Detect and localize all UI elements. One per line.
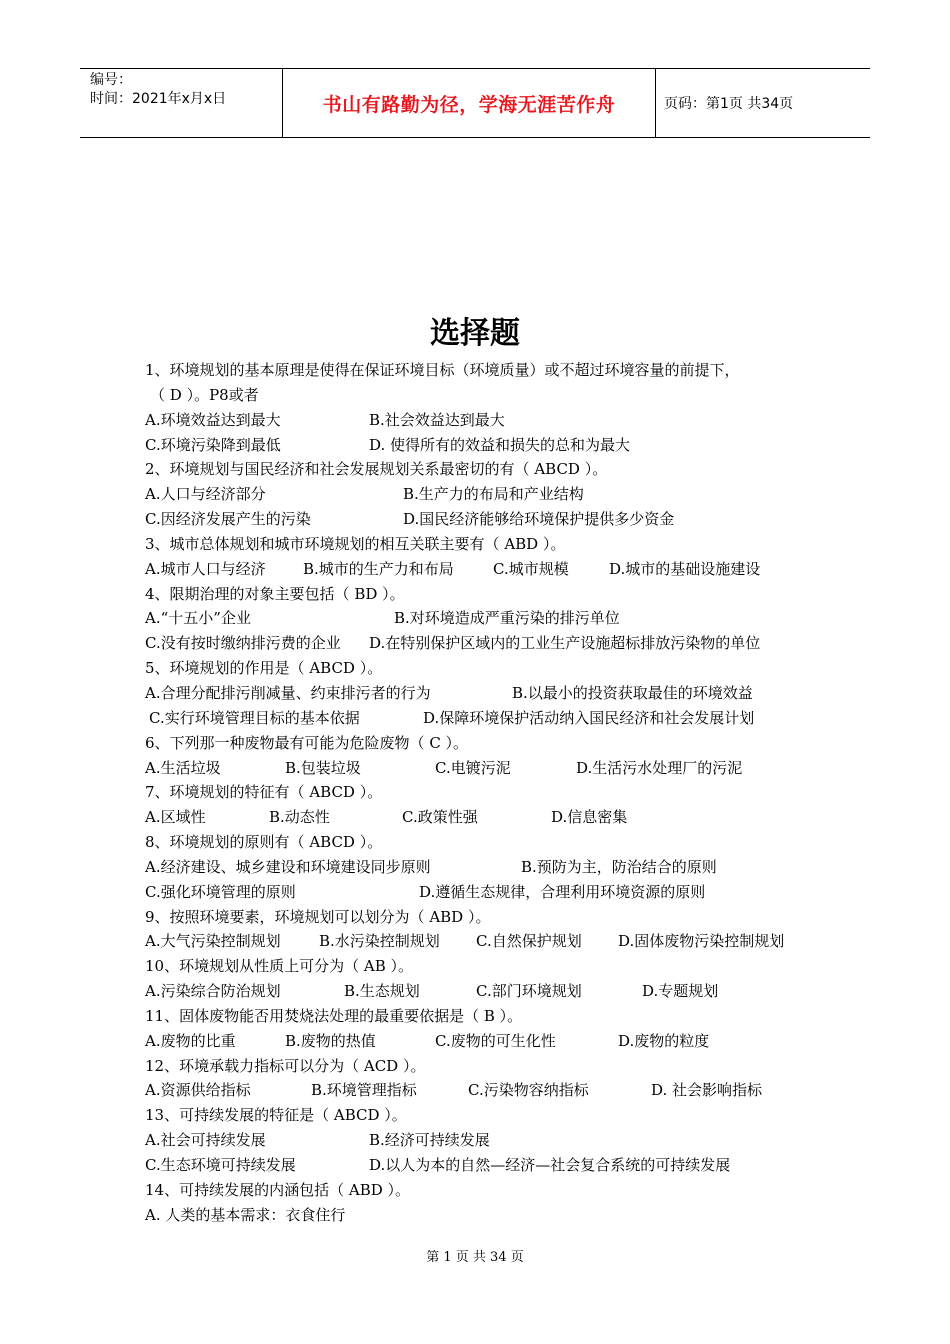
option-row	[145, 805, 845, 830]
question-stem: 7、环境规划的特征有（ ABCD ）。	[145, 783, 383, 802]
option-a: A.大气污染控制规划	[145, 932, 281, 951]
option-row	[145, 681, 845, 706]
option-d: D.城市的基础设施建设	[609, 559, 761, 578]
question-stem: 11、固体废物能否用焚烧法处理的最重要依据是（ B ）。	[145, 1006, 523, 1025]
option-d: D.遵循生态规律，合理利用环境资源的原则	[419, 882, 706, 901]
option-b: B.生态规划	[344, 982, 420, 1001]
option-d: D. 社会影响指标	[651, 1081, 763, 1100]
option-c: C.实行环境管理目标的基本依据	[149, 708, 360, 727]
option-c: C.因经济发展产生的污染	[145, 510, 311, 529]
option-b: B.水污染控制规划	[319, 932, 440, 951]
option-a: A.社会可持续发展	[145, 1131, 266, 1150]
question-stem: 5、环境规划的作用是（ ABCD ）。	[145, 659, 383, 678]
option-d: D.保障环境保护活动纳入国民经济和社会发展计划	[423, 708, 755, 727]
option-a: A. 人类的基本需求：衣食住行	[145, 1205, 346, 1224]
option-b: B.废物的热值	[285, 1031, 376, 1050]
question-stem: 2、环境规划与国民经济和社会发展规划关系最密切的有（ ABCD ）。	[145, 460, 608, 479]
option-b: B.预防为主，防治结合的原则	[521, 857, 717, 876]
option-c: C.政策性强	[402, 808, 478, 827]
option-row	[145, 1153, 845, 1178]
option-a: A.废物的比重	[145, 1031, 236, 1050]
option-c: C.自然保护规划	[476, 932, 582, 951]
option-row	[145, 557, 845, 582]
number-label: 编号：	[90, 72, 132, 88]
option-b: B.环境管理指标	[311, 1081, 417, 1100]
option-d: D.废物的粒度	[618, 1031, 710, 1050]
question-stem: 13、可持续发展的特征是（ ABCD ）。	[145, 1106, 407, 1125]
header-info-cell	[80, 69, 282, 137]
motto-text: 书山有路勤为径，学海无涯苦作舟	[322, 93, 616, 116]
option-c: C.没有按时缴纳排污费的企业	[145, 634, 341, 653]
option-row	[145, 482, 845, 507]
option-d: D.在特别保护区域内的工业生产设施超标排放污染物的单位	[369, 634, 761, 653]
option-d: D. 使得所有的效益和损失的总和为最大	[369, 435, 631, 454]
option-row	[145, 855, 845, 880]
time-label: 时间：2021年x月x日	[90, 91, 227, 107]
option-row	[145, 880, 845, 905]
question-stem: 4、限期治理的对象主要包括（ BD ）。	[145, 584, 405, 603]
option-d: D.以人为本的自然—经济—社会复合系统的可持续发展	[369, 1156, 731, 1174]
option-row	[145, 507, 845, 532]
option-a: A.区域性	[145, 808, 206, 827]
question-stem: 14、可持续发展的内涵包括（ ABD ）。	[145, 1180, 411, 1199]
option-d: D.固体废物污染控制规划	[618, 932, 785, 951]
option-a: A.资源供给指标	[145, 1081, 251, 1100]
option-c: C.城市规模	[493, 559, 569, 578]
option-row	[145, 979, 845, 1004]
option-b: B.以最小的投资获取最佳的环境效益	[512, 683, 753, 702]
option-row	[145, 1078, 845, 1103]
option-a: A.城市人口与经济	[145, 559, 266, 578]
option-a: A.污染综合防治规划	[145, 982, 281, 1001]
option-b: B.社会效益达到最大	[369, 410, 505, 429]
question-stem: 6、下列那一种废物最有可能为危险废物（ C ）。	[145, 733, 469, 752]
option-row	[145, 756, 845, 781]
question-stem: 9、按照环境要素，环境规划可以划分为（ ABD ）。	[145, 907, 491, 926]
question-stem: 8、环境规划的原则有（ ABCD ）。	[145, 833, 383, 852]
option-a: A.合理分配排污削减量、约束排污者的行为	[145, 683, 431, 702]
question-stem: 3、城市总体规划和城市环境规划的相互关联主要有（ ABD ）。	[145, 534, 566, 553]
question-list	[145, 358, 845, 1228]
option-a: A.生活垃圾	[145, 758, 221, 777]
option-row	[145, 1029, 845, 1054]
option-row	[145, 1128, 845, 1153]
option-row	[145, 408, 845, 433]
option-row	[145, 1203, 845, 1228]
option-row	[145, 706, 845, 731]
option-a: A.人口与经济部分	[145, 485, 266, 504]
option-c: C.环境污染降到最低	[145, 435, 281, 454]
option-c: C.部门环境规划	[476, 982, 582, 1001]
option-d: D.专题规划	[642, 982, 719, 1001]
header-motto-cell	[282, 69, 656, 137]
option-b: B.对环境造成严重污染的排污单位	[394, 609, 620, 628]
page-info: 页码：第1页 共34页	[664, 96, 794, 112]
option-row	[145, 929, 845, 954]
option-row	[145, 631, 845, 656]
option-a: A.“十五小”企业	[145, 609, 251, 628]
page-title: 选择题	[430, 316, 520, 351]
option-b: B.经济可持续发展	[369, 1131, 490, 1150]
document-header	[80, 68, 870, 138]
header-page-cell	[656, 69, 870, 137]
question-stem: 1、环境规划的基本原理是使得在保证环境目标（环境质量）或不超过环境容量的前提下，	[145, 361, 740, 379]
option-d: D.国民经济能够给环境保护提供多少资金	[403, 510, 675, 529]
option-b: B.动态性	[269, 808, 330, 827]
option-a: A.环境效益达到最大	[145, 410, 281, 429]
option-c: C.生态环境可持续发展	[145, 1156, 296, 1174]
option-c: C.强化环境管理的原则	[145, 882, 296, 901]
option-b: B.包装垃圾	[285, 758, 361, 777]
option-c: C.污染物容纳指标	[468, 1081, 589, 1100]
option-row	[145, 433, 845, 458]
question-stem: 12、环境承载力指标可以分为（ ACD ）。	[145, 1056, 426, 1075]
question-stem: 10、环境规划从性质上可分为（ AB ）。	[145, 957, 413, 976]
question-stem-continued: （ D ）。P8或者	[150, 385, 259, 404]
option-c: C.废物的可生化性	[435, 1031, 556, 1050]
option-b: B.生产力的布局和产业结构	[403, 485, 584, 504]
option-d: D.信息密集	[551, 808, 628, 827]
option-b: B.城市的生产力和布局	[303, 559, 454, 578]
option-c: C.电镀污泥	[435, 758, 511, 777]
option-row	[145, 606, 845, 631]
page-footer: 第 1 页 共 34 页	[426, 1250, 524, 1265]
option-d: D.生活污水处理厂的污泥	[576, 758, 743, 777]
option-a: A.经济建设、城乡建设和环境建设同步原则	[145, 857, 431, 876]
